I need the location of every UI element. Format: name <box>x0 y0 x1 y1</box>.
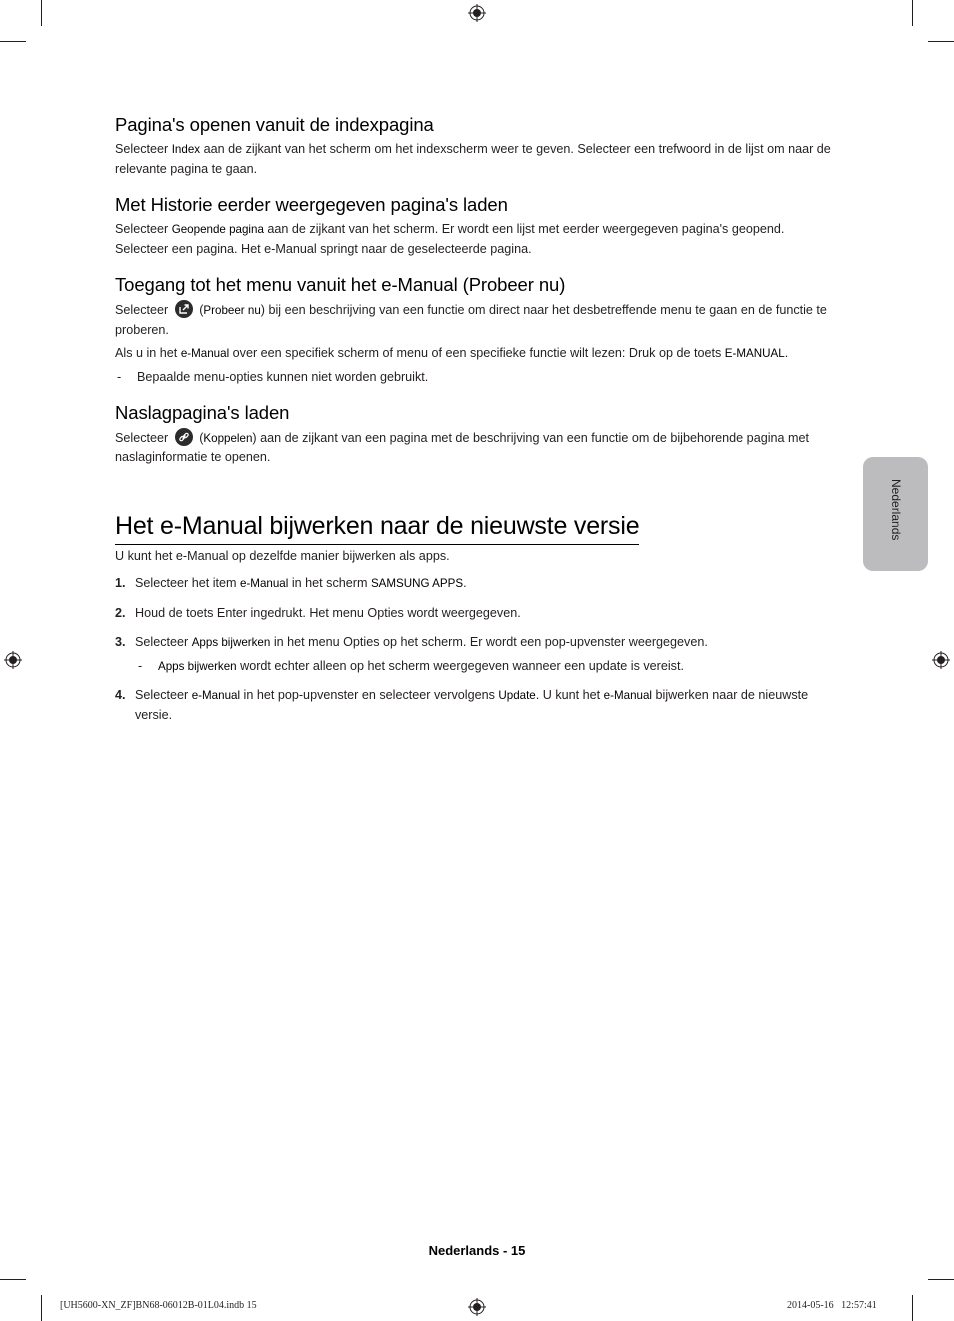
step-item <box>115 604 831 624</box>
text: ( <box>195 303 204 317</box>
step-number: 2. <box>115 605 126 620</box>
text: Selecteer <box>115 222 172 236</box>
note-dash: - <box>138 658 143 673</box>
intro-paragraph: U kunt het e-Manual op dezelfde manier bijwerken als apps. <box>115 548 450 563</box>
crop-mark <box>0 41 26 42</box>
keyword-update-apps: Apps bijwerken <box>191 636 271 649</box>
text: in het menu Opties op het scherm. Er wordt een pop-upvenster weergegeven. <box>270 635 708 649</box>
step-number: 1. <box>115 576 126 590</box>
link-icon <box>175 428 193 446</box>
keyword-link: Koppelen <box>203 431 253 445</box>
text: Selecteer <box>115 142 172 156</box>
language-tab <box>863 457 928 571</box>
section-reference <box>115 400 831 468</box>
registration-mark-icon <box>4 651 22 669</box>
crop-mark <box>928 41 954 42</box>
note-text <box>158 657 684 677</box>
section-try-now <box>115 272 831 387</box>
text: ( <box>195 430 204 445</box>
text: bijwerken naar de nieuwste versie. <box>135 688 809 722</box>
text: Selecteer <box>115 303 172 317</box>
registration-mark-icon <box>932 651 950 669</box>
note <box>115 368 831 387</box>
text: ) bij een beschrijving van een functie om direct naar het desbetreffende menu te gaan en de functie te proberen. <box>115 303 827 337</box>
step-number: 3. <box>115 635 126 649</box>
section-history <box>115 192 831 259</box>
crop-mark <box>0 1279 26 1280</box>
registration-mark-icon <box>468 4 486 22</box>
keyword-e-manual: e-Manual <box>240 577 289 590</box>
text: Selecteer <box>115 430 172 445</box>
step-text <box>135 633 831 676</box>
text: . <box>463 576 467 590</box>
section-title: Pagina's openen vanuit de indexpagina <box>115 114 434 135</box>
text: . U kunt het <box>535 688 604 702</box>
imprint-date: 2014-05-16 12:57:41 <box>787 1300 877 1311</box>
step-text <box>135 574 831 594</box>
note-text: Bepaalde menu-opties kunnen niet worden gebruikt. <box>137 369 429 384</box>
text: Als u in het <box>115 346 181 360</box>
steps-list <box>115 574 831 725</box>
imprint-file: [UH5600-XN_ZF]BN68-06012B-01L04.indb 15 <box>60 1300 257 1311</box>
keyword-opened-page: Geopende pagina <box>171 223 264 236</box>
registration-mark-icon <box>468 1298 486 1316</box>
main-title: Het e-Manual bijwerken naar de nieuwste versie <box>115 511 639 545</box>
step-text: Houd de toets Enter ingedrukt. Het menu Opties wordt weergegeven. <box>135 605 521 620</box>
text: . <box>784 346 789 360</box>
page-number: Nederlands - 15 <box>428 1243 526 1258</box>
crop-mark <box>912 1295 913 1321</box>
note-dash: - <box>117 369 122 384</box>
text: Selecteer het item <box>135 576 240 590</box>
keyword-index: Index <box>171 143 201 156</box>
step-item <box>115 686 831 725</box>
section-index <box>115 112 831 179</box>
keyword-update: Update <box>498 689 536 702</box>
text: in het scherm <box>288 576 371 590</box>
crop-mark <box>928 1279 954 1280</box>
section-paragraph <box>115 344 831 364</box>
crop-mark <box>41 0 42 26</box>
keyword-e-manual-button: E-MANUAL <box>724 347 785 360</box>
text: wordt echter alleen op het scherm weergegeven wanneer een update is vereist. <box>236 658 684 673</box>
section-paragraph <box>115 220 831 259</box>
section-title: Toegang tot het menu vanuit het e-Manual (Probeer nu) <box>115 274 566 295</box>
keyword-update-apps: Apps bijwerken <box>158 659 237 673</box>
text: ) aan de zijkant van een pagina met de beschrijving van een functie om de bijbehorende pagina met naslaginformatie te openen. <box>115 430 809 464</box>
keyword-e-manual: e-Manual <box>603 689 653 702</box>
section-paragraph <box>115 428 831 468</box>
keyword-e-manual: e-Manual <box>191 689 241 702</box>
step-number: 4. <box>115 688 126 702</box>
step-item <box>115 633 831 676</box>
section-paragraph <box>115 300 831 340</box>
keyword-e-manual: e-Manual <box>180 347 230 360</box>
page-content <box>115 112 831 735</box>
language-tab-label: Nederlands <box>889 479 903 541</box>
step-item <box>115 574 831 594</box>
text: Selecteer <box>135 635 192 649</box>
step-text <box>135 686 831 725</box>
crop-mark <box>41 1295 42 1321</box>
keyword-samsung-apps: SAMSUNG APPS <box>370 577 464 590</box>
section-title: Met Historie eerder weergegeven pagina's laden <box>115 194 508 215</box>
crop-mark <box>912 0 913 26</box>
try-now-icon <box>175 300 193 318</box>
text: in het pop-upvenster en selecteer vervolgens <box>240 688 499 702</box>
text: aan de zijkant van het scherm. Er wordt een lijst met eerder weergegeven pagina's geopend. Selecteer een pagina. Het e-Manual springt naar de geselecteerde pagina. <box>115 222 785 256</box>
step-note <box>135 657 831 677</box>
text: Selecteer <box>135 688 192 702</box>
text: over een specifiek scherm of menu of een specifieke functie wilt lezen: Druk op de toets <box>229 346 725 360</box>
section-title: Naslagpagina's laden <box>115 401 290 423</box>
text: aan de zijkant van het scherm om het indexscherm weer te geven. Selecteer een trefwoord in de lijst om naar de relevante pagina te gaan. <box>115 142 831 176</box>
section-paragraph <box>115 140 831 179</box>
keyword-try-now: Probeer nu <box>203 304 261 317</box>
